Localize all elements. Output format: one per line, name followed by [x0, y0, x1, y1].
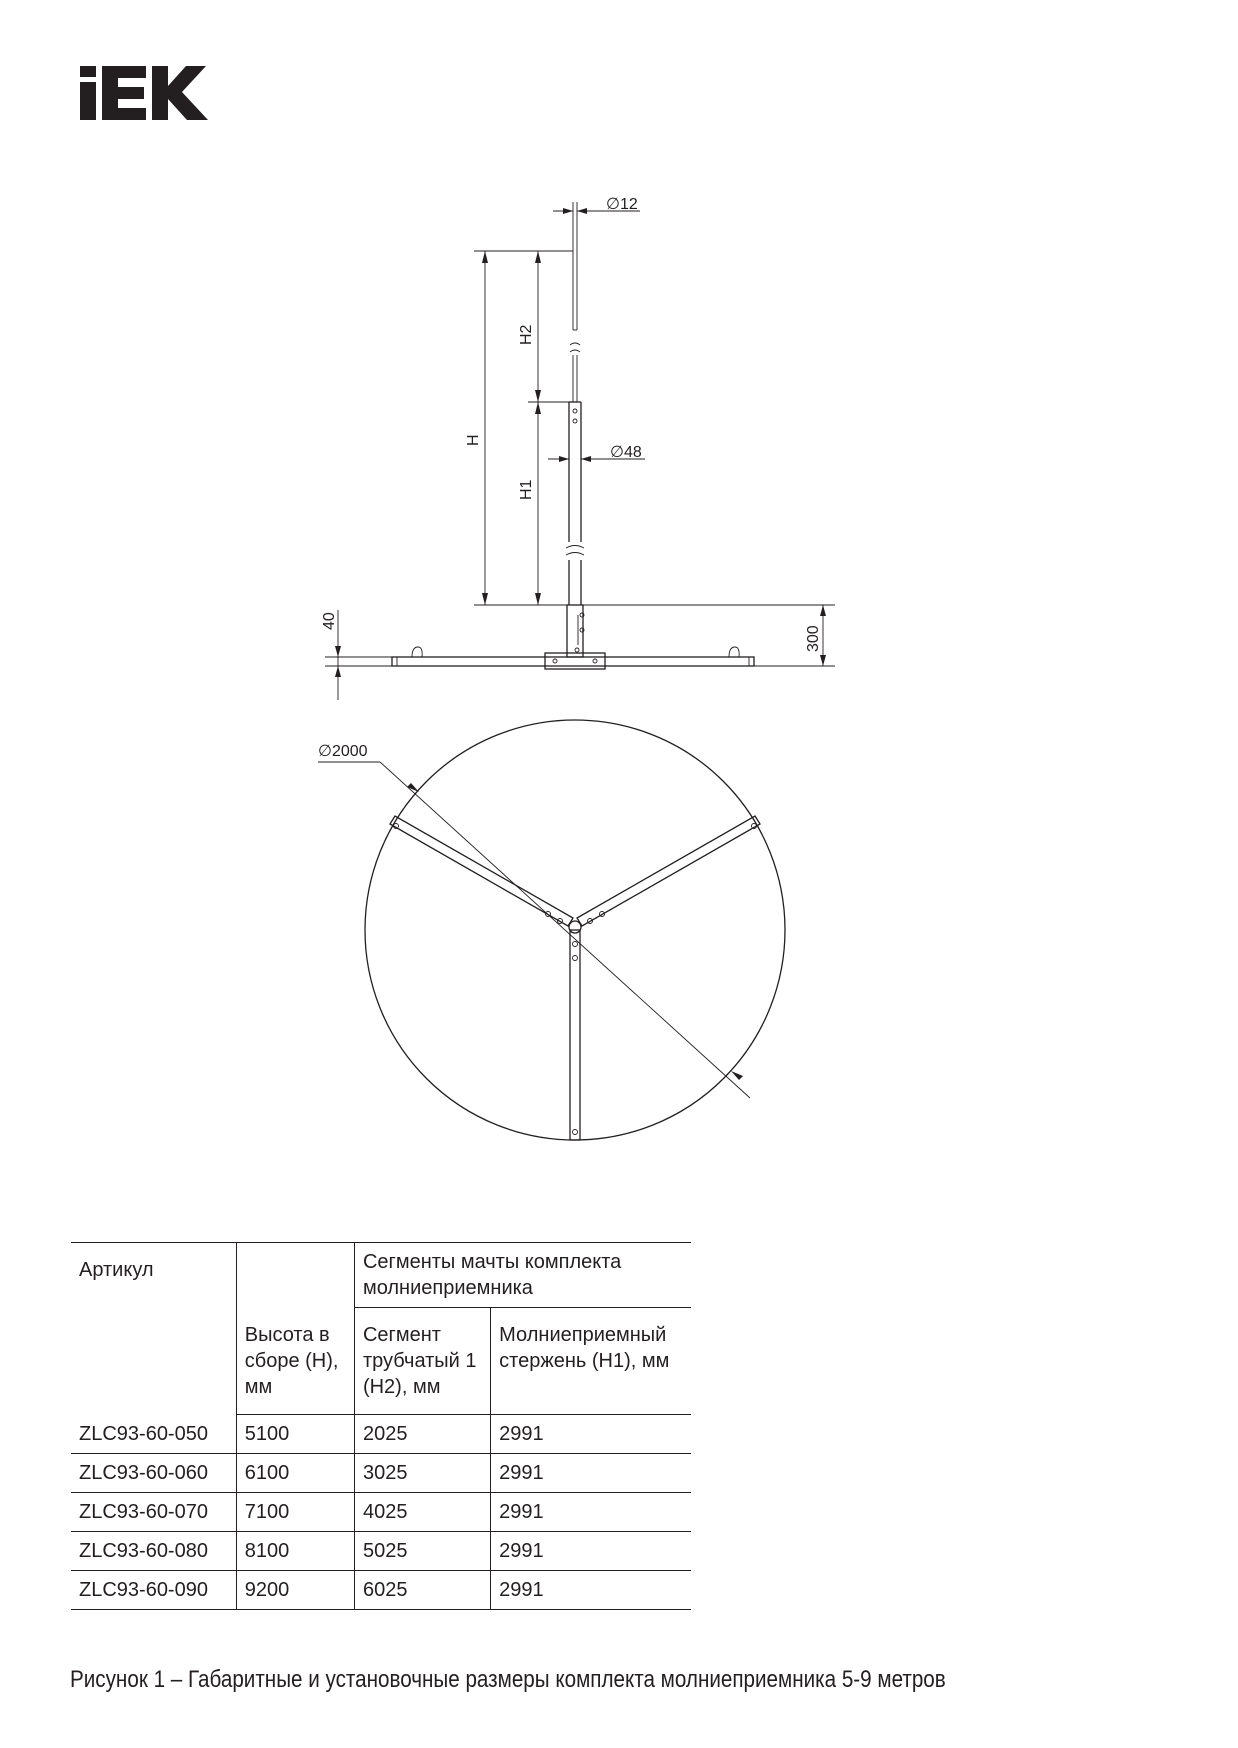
cell-rod: 2991: [491, 1493, 691, 1532]
tripod-legs-plan: [390, 816, 760, 1140]
plan-view: [318, 720, 785, 1140]
cell-tube: 6025: [354, 1571, 490, 1610]
header-tube: Сегмент трубчатый 1 (Н2), мм: [354, 1308, 490, 1415]
cell-height: 7100: [236, 1493, 354, 1532]
table-row: [71, 1571, 691, 1610]
h2-label: H2: [518, 324, 535, 345]
base-tripod-side: [392, 647, 754, 669]
cell-height: 6100: [236, 1454, 354, 1493]
rod-diameter-label: ∅12: [606, 196, 638, 213]
spec-table: [71, 1242, 691, 1610]
cell-height: 5100: [236, 1415, 354, 1454]
lightning-rod: [570, 202, 580, 402]
dim-h1: [518, 402, 541, 605]
cell-tube: 2025: [354, 1415, 490, 1454]
cell-article: ZLC93-60-080: [71, 1532, 236, 1571]
header-height: Высота в сборе (Н), мм: [236, 1308, 354, 1415]
header-segments: Сегменты мачты комплекта молниеприемника: [354, 1243, 691, 1308]
header-article: Артикул: [71, 1243, 236, 1415]
cell-article: ZLC93-60-070: [71, 1493, 236, 1532]
dim-300-label: 300: [805, 625, 822, 652]
side-view: [321, 196, 835, 700]
mast-diameter-label: ∅48: [610, 444, 642, 461]
cell-rod: 2991: [491, 1532, 691, 1571]
table-row: [71, 1532, 691, 1571]
cell-tube: 5025: [354, 1532, 490, 1571]
dim-40: [321, 610, 392, 700]
dim-mast-diameter: [548, 444, 645, 462]
cell-height: 9200: [236, 1571, 354, 1610]
table-row: [71, 1454, 691, 1493]
header-height-spacer: [236, 1243, 354, 1308]
cell-article: ZLC93-60-050: [71, 1415, 236, 1454]
base-diameter-label: ∅2000: [318, 743, 368, 760]
cell-article: ZLC93-60-060: [71, 1454, 236, 1493]
dim-base-diameter: [318, 743, 750, 1098]
dim-40-label: 40: [321, 612, 338, 630]
cell-rod: 2991: [491, 1415, 691, 1454]
dim-300: [754, 605, 835, 666]
cell-rod: 2991: [491, 1571, 691, 1610]
total-height-label: H: [465, 434, 482, 446]
header-rod: Молниеприемный стержень (Н1), мм: [491, 1308, 691, 1415]
figure-caption: Рисунок 1 – Габаритные и установочные размеры комплекта молниеприемника 5-9 метров: [70, 1666, 946, 1693]
cell-tube: 3025: [354, 1454, 490, 1493]
dim-h2: [518, 251, 541, 402]
cell-tube: 4025: [354, 1493, 490, 1532]
table-row: [71, 1493, 691, 1532]
cell-article: ZLC93-60-090: [71, 1571, 236, 1610]
h1-label: H1: [518, 479, 535, 500]
mast-tube: [566, 402, 584, 657]
dim-rod-diameter: [553, 196, 640, 214]
cell-rod: 2991: [491, 1454, 691, 1493]
cell-height: 8100: [236, 1532, 354, 1571]
dim-total-height: [465, 251, 488, 605]
table-row: [71, 1415, 691, 1454]
